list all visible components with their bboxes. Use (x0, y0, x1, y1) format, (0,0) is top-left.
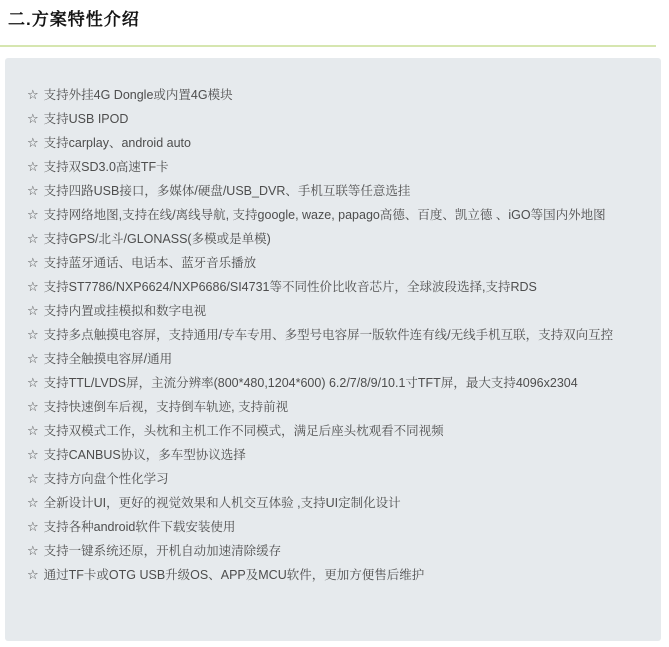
feature-text: 支持蓝牙通话、电话本、蓝牙音乐播放 (43, 256, 257, 270)
feature-item (27, 443, 653, 467)
star-icon: ☆ (27, 87, 39, 102)
feature-text: 支持各种android软件下载安装使用 (43, 520, 236, 534)
feature-text: 支持四路USB接口，多媒体/硬盘/USB_DVR、手机互联等任意选挂 (43, 184, 411, 198)
star-icon: ☆ (27, 303, 39, 318)
feature-item (27, 371, 653, 395)
feature-list (5, 58, 661, 587)
feature-text: 支持双SD3.0高速TF卡 (43, 160, 169, 174)
star-icon: ☆ (27, 399, 39, 414)
star-icon: ☆ (27, 111, 39, 126)
star-icon: ☆ (27, 351, 39, 366)
feature-item (27, 467, 653, 491)
feature-text: 支持USB IPOD (43, 112, 129, 126)
feature-item (27, 515, 653, 539)
star-icon: ☆ (27, 159, 39, 174)
feature-text: 支持TTL/LVDS屏，主流分辨率(800*480,1204*600) 6.2/7/8/9/10.1寸TFT屏，最大支持4096x2304 (43, 376, 578, 390)
feature-item (27, 347, 653, 371)
feature-text: 支持外挂4G Dongle或内置4G模块 (43, 88, 233, 102)
feature-text: 支持网络地图,支持在线/离线导航, 支持google, waze, papago高德、百度、凯立德 、iGO等国内外地图 (43, 208, 606, 222)
star-icon: ☆ (27, 519, 39, 534)
feature-item (27, 491, 653, 515)
page-title: 二.方案特性介绍 (8, 10, 140, 29)
feature-text: 通过TF卡或OTG USB升级OS、APP及MCU软件，更加方便售后维护 (43, 568, 425, 582)
feature-text: 支持一键系统还原，开机自动加速清除缓存 (43, 544, 282, 558)
star-icon: ☆ (27, 423, 39, 438)
star-icon: ☆ (27, 279, 39, 294)
feature-item (27, 299, 653, 323)
star-icon: ☆ (27, 135, 39, 150)
feature-text: 支持全触摸电容屏/通用 (43, 352, 173, 366)
star-icon: ☆ (27, 327, 39, 342)
feature-text: 支持双模式工作，头枕和主机工作不同模式，满足后座头枕观看不同视频 (43, 424, 444, 438)
star-icon: ☆ (27, 471, 39, 486)
feature-item (27, 539, 653, 563)
feature-item (27, 563, 653, 587)
feature-item (27, 107, 653, 131)
feature-item (27, 179, 653, 203)
feature-text: 支持多点触摸电容屏，支持通用/专车专用、多型号电容屏一版软件连有线/无线手机互联，支持双向互控 (43, 328, 614, 342)
feature-item (27, 275, 653, 299)
feature-item (27, 83, 653, 107)
feature-text: 支持方向盘个性化学习 (43, 472, 169, 486)
star-icon: ☆ (27, 567, 39, 582)
feature-item (27, 323, 653, 347)
star-icon: ☆ (27, 255, 39, 270)
star-icon: ☆ (27, 183, 39, 198)
feature-text: 支持快速倒车后视，支持倒车轨迹, 支持前视 (43, 400, 289, 414)
feature-text: 支持CANBUS协议，多车型协议选择 (43, 448, 246, 462)
star-icon: ☆ (27, 495, 39, 510)
feature-text: 支持内置或挂模拟和数字电视 (43, 304, 207, 318)
feature-item (27, 419, 653, 443)
title-divider (0, 45, 656, 47)
feature-item (27, 227, 653, 251)
feature-text: 支持carplay、android auto (43, 136, 191, 150)
feature-text: 支持ST7786/NXP6624/NXP6686/SI4731等不同性价比收音芯片，全球波段选择,支持RDS (43, 280, 537, 294)
star-icon: ☆ (27, 207, 39, 222)
star-icon: ☆ (27, 447, 39, 462)
features-panel (5, 58, 661, 641)
star-icon: ☆ (27, 375, 39, 390)
feature-item (27, 131, 653, 155)
feature-item (27, 203, 653, 227)
star-icon: ☆ (27, 231, 39, 246)
feature-item (27, 251, 653, 275)
feature-item (27, 395, 653, 419)
feature-item (27, 155, 653, 179)
feature-text: 支持GPS/北斗/GLONASS(多模或是单模) (43, 232, 271, 246)
feature-text: 全新设计UI，更好的视觉效果和人机交互体验 ,支持UI定制化设计 (43, 496, 401, 510)
star-icon: ☆ (27, 543, 39, 558)
